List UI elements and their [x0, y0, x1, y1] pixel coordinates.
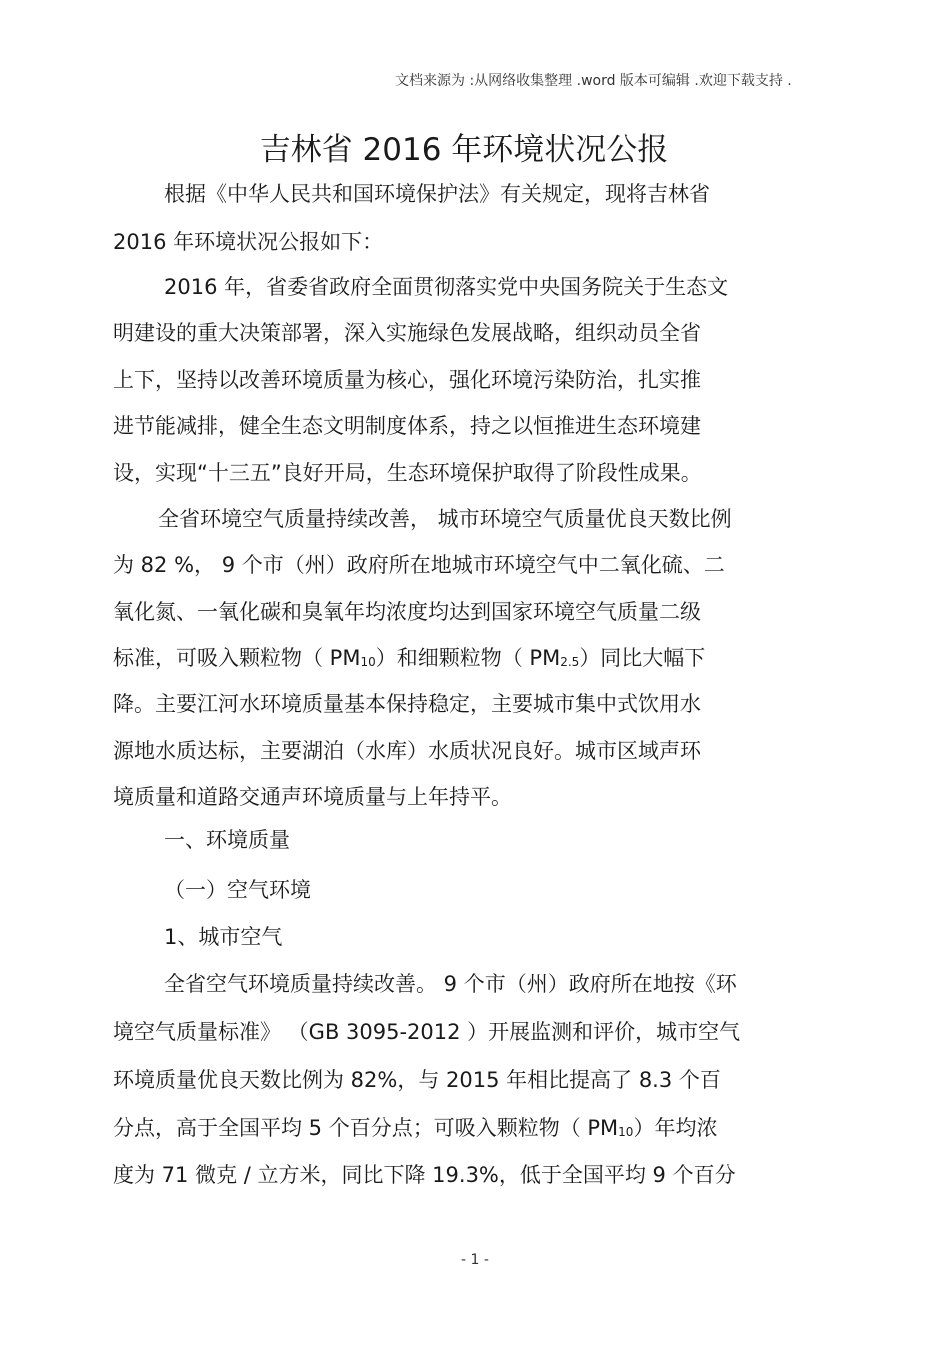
paragraph-line: 境空气质量标准》 （GB 3095-2012 ）开展监测和评价，城市空气 [113, 1020, 741, 1044]
subscript: 10 [360, 655, 376, 669]
paragraph-line: 境质量和道路交通声环境质量与上年持平。 [113, 785, 512, 809]
paragraph-line: 根据《中华人民共和国环境保护法》有关规定，现将吉林省 [164, 182, 710, 206]
paragraph-line: 全省环境空气质量持续改善， 城市环境空气质量优良天数比例 [158, 507, 732, 531]
line-text: ）同比大幅下 [579, 646, 706, 670]
paragraph-line [113, 646, 705, 671]
paragraph-line: 2016 年环境状况公报如下： [113, 230, 384, 254]
document-source-note: 文档来源为 :从网络收集整理 .word 版本可编辑 .欢迎下载支持 . [395, 73, 792, 89]
paragraph-line: 氧化氮、一氧化碳和臭氧年均浓度均达到国家环境空气质量二级 [113, 600, 701, 624]
paragraph-line: 源地水质达标，主要湖泊（水库）水质状况良好。城市区域声环 [113, 739, 701, 763]
line-text: ）年均浓 [633, 1116, 718, 1140]
page-title: 吉林省 2016 年环境状况公报 [259, 132, 669, 168]
subscript: 10 [618, 1125, 634, 1139]
paragraph-line: 全省空气环境质量持续改善。 9 个市（州）政府所在地按《环 [164, 972, 737, 996]
paragraph-line: 设，实现“十三五”良好开局，生态环境保护取得了阶段性成果。 [113, 461, 702, 485]
line-text: ）和细颗粒物（ PM [375, 646, 561, 670]
paragraph-line: 为 82 %， 9 个市（州）政府所在地城市环境空气中二氧化硫、二 [113, 553, 725, 577]
paragraph-line: 度为 71 微克 / 立方米，同比下降 19.3%，低于全国平均 9 个百分 [113, 1163, 736, 1187]
paragraph-line: 环境质量优良天数比例为 82%，与 2015 年相比提高了 8.3 个百 [113, 1068, 721, 1092]
paragraph-line: 明建设的重大决策部署，深入实施绿色发展战略，组织动员全省 [113, 321, 701, 345]
line-text: 分点，高于全国平均 5 个百分点；可吸入颗粒物（ PM [113, 1116, 619, 1140]
section-heading: 一、环境质量 [164, 828, 290, 852]
subscript: 2.5 [560, 655, 580, 669]
paragraph-line [113, 1116, 717, 1141]
page-number: - 1 - [461, 1252, 489, 1268]
paragraph-line: 2016 年，省委省政府全面贯彻落实党中央国务院关于生态文 [164, 275, 729, 299]
paragraph-line: 上下，坚持以改善环境质量为核心，强化环境污染防治，扎实推 [113, 368, 701, 392]
paragraph-line: 进节能减排，健全生态文明制度体系，持之以恒推进生态环境建 [113, 414, 701, 438]
subsection-heading: （一）空气环境 [164, 878, 311, 902]
subsection-heading: 1、城市空气 [164, 925, 283, 949]
line-text: 标准，可吸入颗粒物（ PM [113, 646, 361, 670]
paragraph-line: 降。主要江河水环境质量基本保持稳定，主要城市集中式饮用水 [113, 692, 701, 716]
